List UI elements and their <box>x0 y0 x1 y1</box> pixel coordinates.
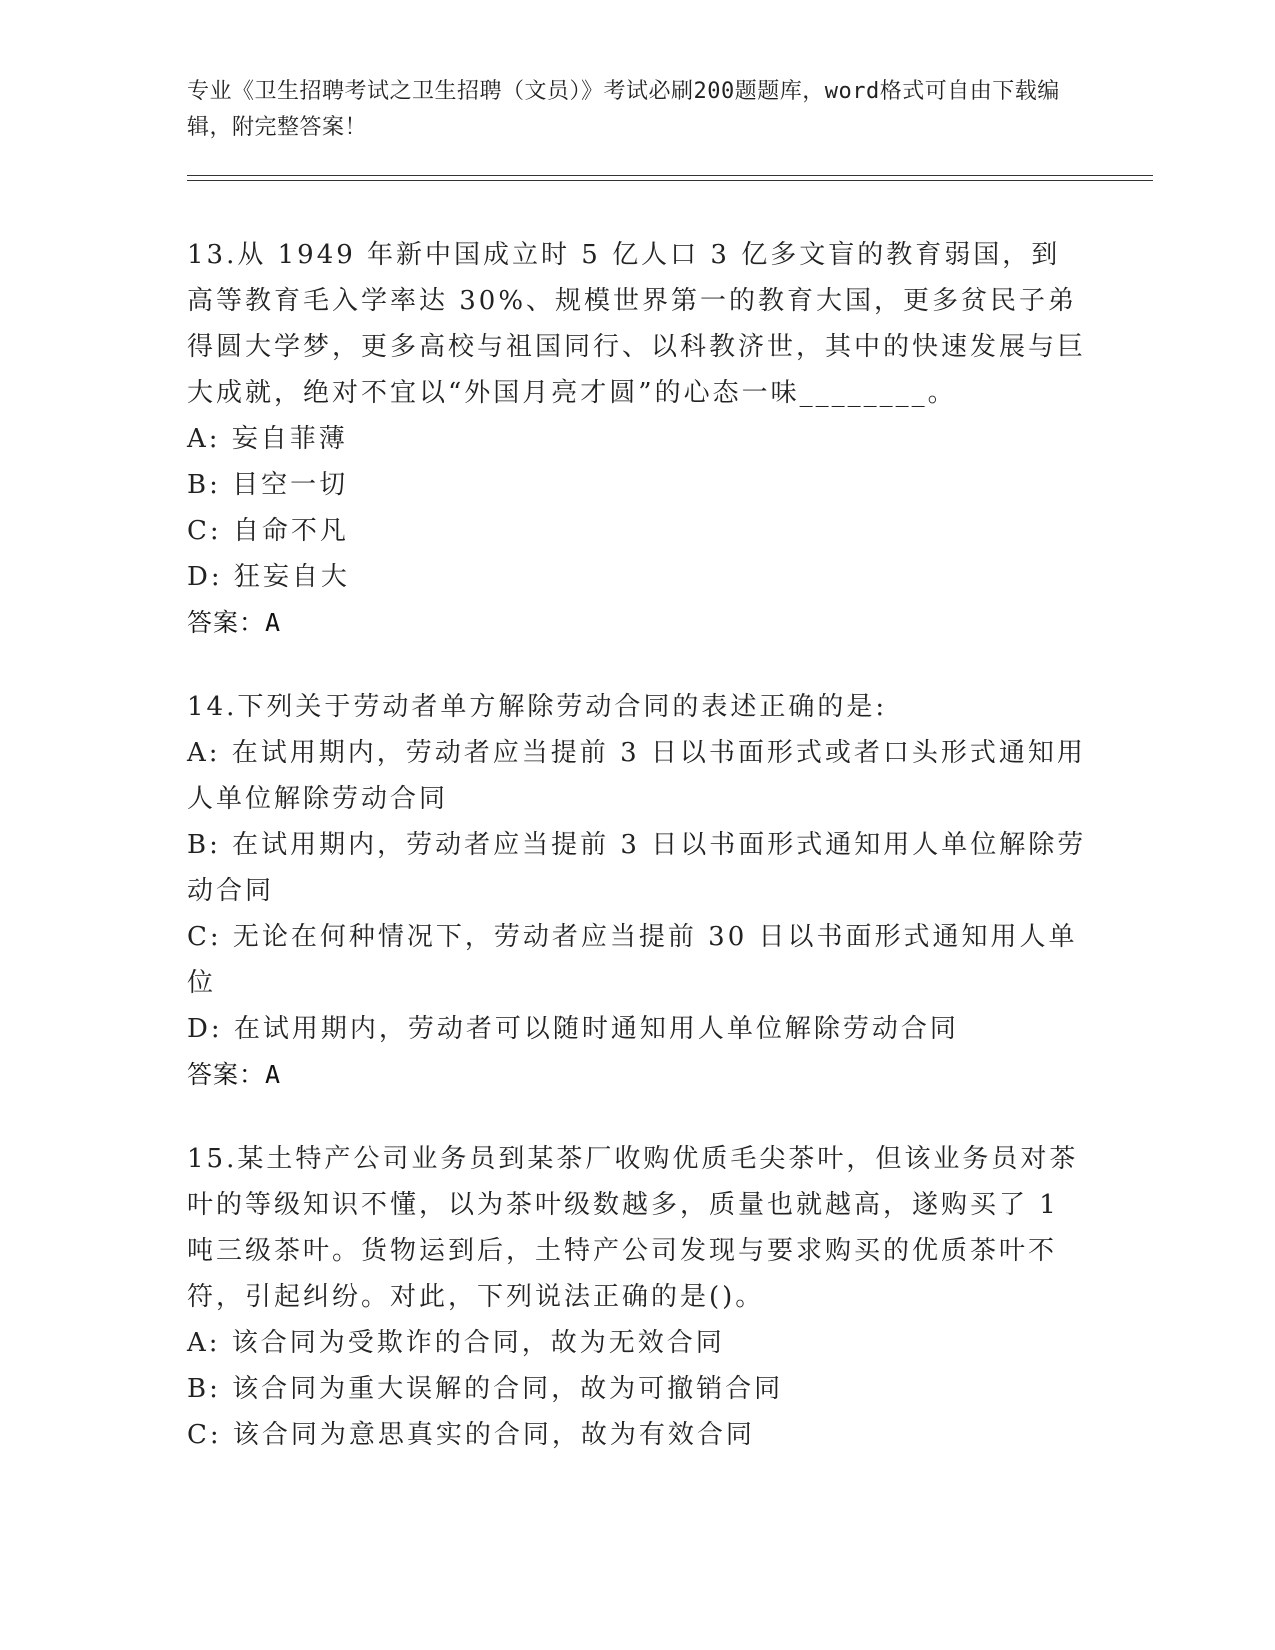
answer-line <box>187 1052 1087 1098</box>
question-stem: 13.从 1949 年新中国成立时 5 亿人口 3 亿多文盲的教育弱国，到高等教育毛入学率达 30%、规模世界第一的教育大国，更多贫民子弟得圆大学梦，更多高校与祖国同行、以科教济世，其中的快速发展与巨大成就，绝对不宜以“外国月亮才圆”的心态一味________。 <box>187 240 1087 408</box>
answer-line <box>187 600 1087 646</box>
document-header: 专业《卫生招聘考试之卫生招聘（文员）》考试必刷200题题库，word格式可自由下载编辑，附完整答案！ <box>187 79 1060 140</box>
question-15 <box>187 1136 1087 1458</box>
header-divider-top <box>187 175 1153 176</box>
option-c: C: 无论在何种情况下，劳动者应当提前 30 日以书面形式通知用人单位 <box>187 922 1078 998</box>
option-b: B: 该合同为重大误解的合同，故为可撤销合同 <box>187 1374 784 1404</box>
question-14 <box>187 684 1087 1098</box>
option-b: B: 目空一切 <box>187 470 349 500</box>
question-stem: 14.下列关于劳动者单方解除劳动合同的表述正确的是: <box>187 692 888 722</box>
option-a: A: 在试用期内，劳动者应当提前 3 日以书面形式或者口头形式通知用人单位解除劳动合同 <box>187 738 1086 814</box>
answer-label: 答案： <box>187 608 266 637</box>
header-divider-bottom <box>187 180 1153 181</box>
option-d: D: 在试用期内，劳动者可以随时通知用人单位解除劳动合同 <box>187 1014 959 1044</box>
question-list <box>187 232 1087 1496</box>
option-c: C: 该合同为意思真实的合同，故为有效合同 <box>187 1420 755 1450</box>
question-13 <box>187 232 1087 646</box>
option-d: D: 狂妄自大 <box>187 562 350 592</box>
option-b: B: 在试用期内，劳动者应当提前 3 日以书面形式通知用人单位解除劳动合同 <box>187 830 1087 906</box>
option-a: A: 该合同为受欺诈的合同，故为无效合同 <box>187 1328 725 1358</box>
answer-value: A <box>265 1060 282 1089</box>
question-stem: 15.某土特产公司业务员到某茶厂收购优质毛尖茶叶，但该业务员对茶叶的等级知识不懂，以为茶叶级数越多，质量也就越高，遂购买了 1 吨三级茶叶。货物运到后，土特产公司发现与要求购买的优质茶叶不符，引起纠纷。对此，下列说法正确的是()。 <box>187 1144 1079 1312</box>
option-c: C: 自命不凡 <box>187 516 349 546</box>
option-a: A: 妄自菲薄 <box>187 424 348 454</box>
answer-value: A <box>265 608 282 637</box>
answer-label: 答案： <box>187 1060 266 1089</box>
